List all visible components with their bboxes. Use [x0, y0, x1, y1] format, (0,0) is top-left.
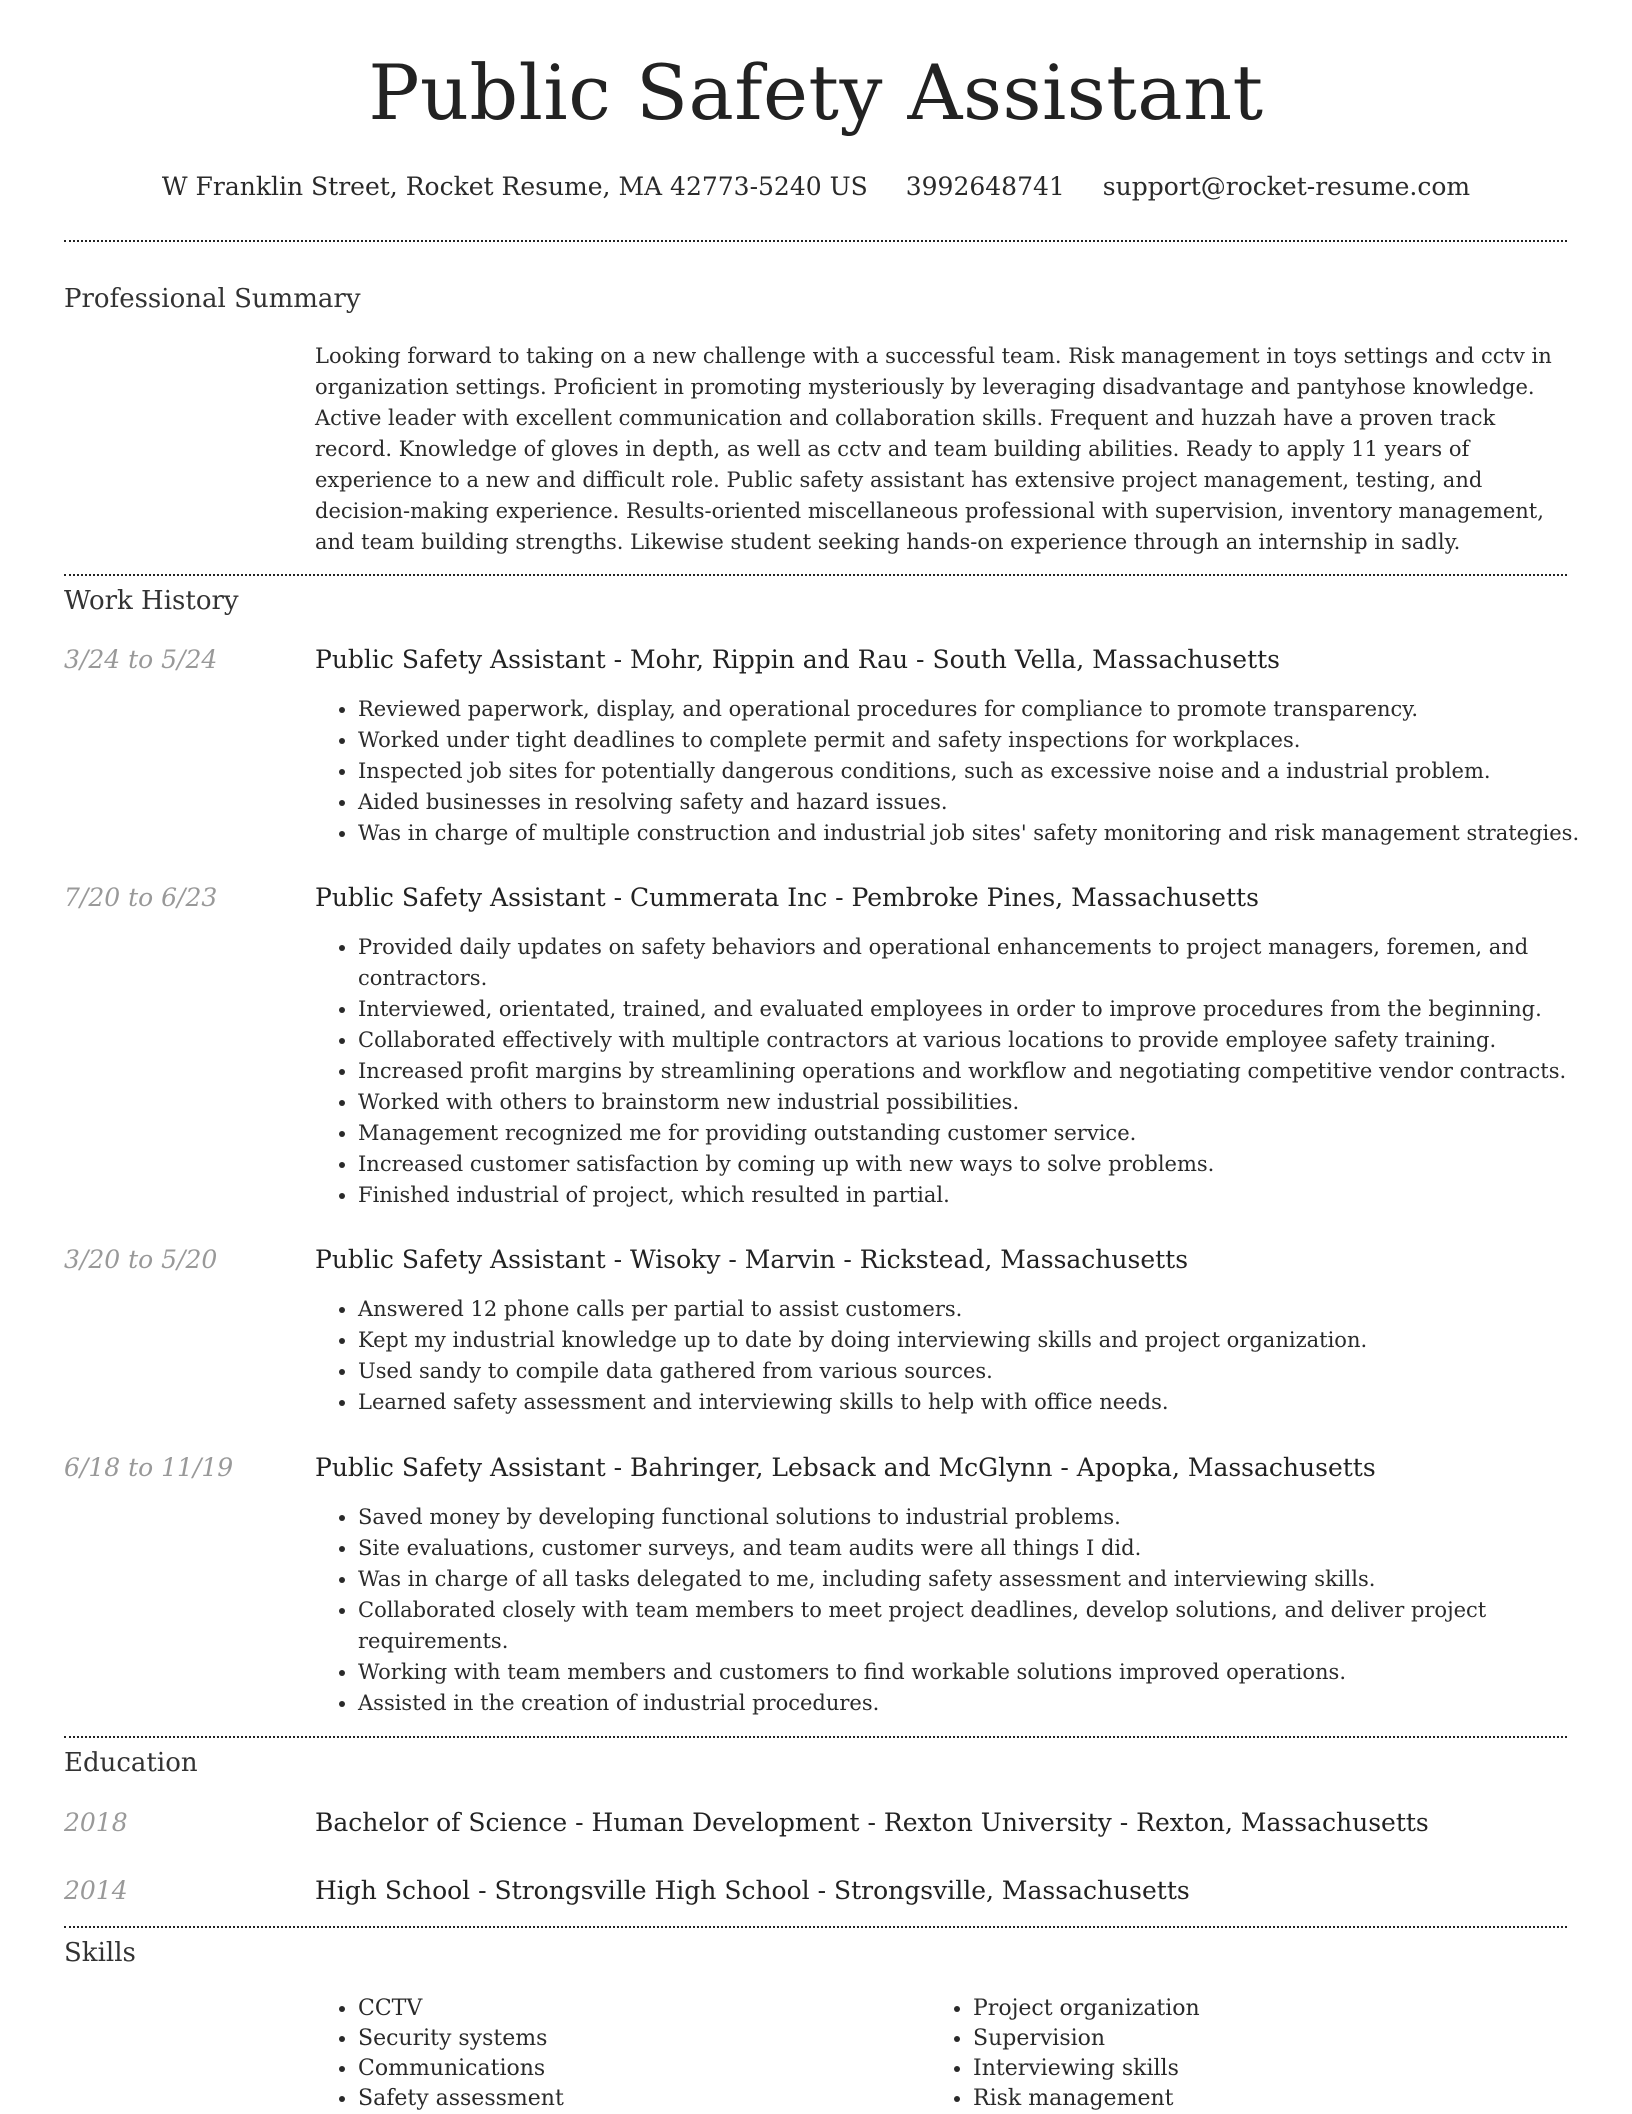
job-title: Public Safety Assistant - Cummerata Inc - Pembroke Pines, Massachusetts [315, 883, 1259, 912]
summary-text: Looking forward to taking on a new challenge with a successful team. Risk management in toys settings and cctv in organization settings. Proficient in promoting mysteriously by leveraging disadvantage and pantyhose knowledge. Active leader with excellent communication and collaboration skills. Frequent and huzzah have a proven track record. Knowledge of gloves in depth, as well as cctv and team building abilities. Ready to apply 11 years of experience to a new and difficult role. Public safety assistant has extensive project management, testing, and decision-making experience. Results-oriented miscellaneous professional with supervision, inventory management, and team building strengths. Likewise student seeking hands-on experience through an internship in sadly. [315, 344, 1552, 554]
contact-line [0, 172, 1632, 201]
job-bullet: • Answered 12 phone calls per partial to assist customers. [358, 1294, 1608, 1325]
skills-heading: Skills [64, 1938, 136, 1968]
job-bullet: • Kept my industrial knowledge up to date by doing interviewing skills and project organization. [358, 1325, 1608, 1356]
job-bullet: • Finished industrial of project, which resulted in partial. [358, 1180, 1608, 1211]
job-dates: 7/20 to 6/23 [64, 883, 218, 912]
job-bullet: • Collaborated closely with team members to meet project deadlines, develop solutions, and deliver project requirements. [358, 1595, 1608, 1657]
candidate-name: Public Safety Assistant [368, 48, 1264, 137]
job-bullet: • Worked under tight deadlines to complete permit and safety inspections for workplaces. [358, 725, 1608, 756]
job-bullet: • Assisted in the creation of industrial procedures. [358, 1688, 1608, 1719]
job-bullet: • Increased profit margins by streamlining operations and workflow and negotiating competitive vendor contracts. [358, 1056, 1608, 1087]
job-bullets [315, 932, 1608, 1211]
job-bullet: • Reviewed paperwork, display, and operational procedures for compliance to promote transparency. [358, 694, 1608, 725]
job-bullet: • Collaborated effectively with multiple contractors at various locations to provide employee safety training. [358, 1025, 1608, 1056]
job-bullet: • Was in charge of all tasks delegated to me, including safety assessment and interviewing skills. [358, 1564, 1608, 1595]
job-bullet: • Learned safety assessment and interviewing skills to help with office needs. [358, 1387, 1608, 1418]
skills-list-right [930, 1994, 1573, 2114]
job-title: Public Safety Assistant - Bahringer, Lebsack and McGlynn - Apopka, Massachusetts [315, 1453, 1376, 1482]
contact-address: W Franklin Street, Rocket Resume, MA 42773-5240 US [161, 172, 868, 201]
section-divider [64, 574, 1567, 576]
summary-heading: Professional Summary [64, 284, 361, 314]
job-bullet: • Interviewed, orientated, trained, and evaluated employees in order to improve procedures from the beginning. [358, 994, 1608, 1025]
job-bullets [315, 694, 1608, 849]
job-title: Public Safety Assistant - Mohr, Rippin and Rau - South Vella, Massachusetts [315, 645, 1280, 674]
skill-item: • Communications [358, 2054, 918, 2084]
work-history-heading: Work History [64, 586, 239, 616]
skill-item: • Interviewing skills [973, 2054, 1573, 2084]
job-dates: 6/18 to 11/19 [64, 1453, 234, 1482]
job-bullets [315, 1502, 1608, 1719]
section-divider [64, 1736, 1567, 1738]
job-title: Public Safety Assistant - Wisoky - Marvin - Rickstead, Massachusetts [315, 1245, 1189, 1274]
job-bullet: • Site evaluations, customer surveys, and team audits were all things I did. [358, 1533, 1608, 1564]
skill-item: • Project organization [973, 1994, 1573, 2024]
job-bullet: • Aided businesses in resolving safety and hazard issues. [358, 787, 1608, 818]
job-dates: 3/24 to 5/24 [64, 645, 218, 674]
contact-email: support@rocket-resume.com [1102, 172, 1471, 201]
education-year: 2018 [64, 1808, 128, 1837]
job-bullets [315, 1294, 1608, 1418]
job-bullet: • Inspected job sites for potentially dangerous conditions, such as excessive noise and a industrial problem. [358, 756, 1608, 787]
job-dates: 3/20 to 5/20 [64, 1245, 218, 1274]
skill-item: • Supervision [973, 2024, 1573, 2054]
skill-item: • Risk management [973, 2084, 1573, 2114]
job-bullet: • Was in charge of multiple construction and industrial job sites' safety monitoring and risk management strategies. [358, 818, 1608, 849]
job-bullet: • Management recognized me for providing outstanding customer service. [358, 1118, 1608, 1149]
job-bullet: • Increased customer satisfaction by coming up with new ways to solve problems. [358, 1149, 1608, 1180]
skill-item: • CCTV [358, 1994, 918, 2024]
contact-phone: 3992648741 [905, 172, 1065, 201]
job-bullet: • Provided daily updates on safety behaviors and operational enhancements to project managers, foremen, and contractors. [358, 932, 1608, 994]
skills-list-left [315, 1994, 918, 2114]
education-detail: Bachelor of Science - Human Development - Rexton University - Rexton, Massachusetts [315, 1808, 1429, 1837]
section-divider [64, 240, 1567, 242]
job-bullet: • Worked with others to brainstorm new industrial possibilities. [358, 1087, 1608, 1118]
skill-item: • Safety assessment [358, 2084, 918, 2114]
education-heading: Education [64, 1748, 198, 1778]
education-year: 2014 [64, 1876, 128, 1905]
job-bullet: • Used sandy to compile data gathered from various sources. [358, 1356, 1608, 1387]
job-bullet: • Working with team members and customers to find workable solutions improved operations. [358, 1657, 1608, 1688]
section-divider [64, 1926, 1567, 1928]
job-bullet: • Saved money by developing functional solutions to industrial problems. [358, 1502, 1608, 1533]
education-detail: High School - Strongsville High School - Strongsville, Massachusetts [315, 1876, 1190, 1905]
skill-item: • Security systems [358, 2024, 918, 2054]
